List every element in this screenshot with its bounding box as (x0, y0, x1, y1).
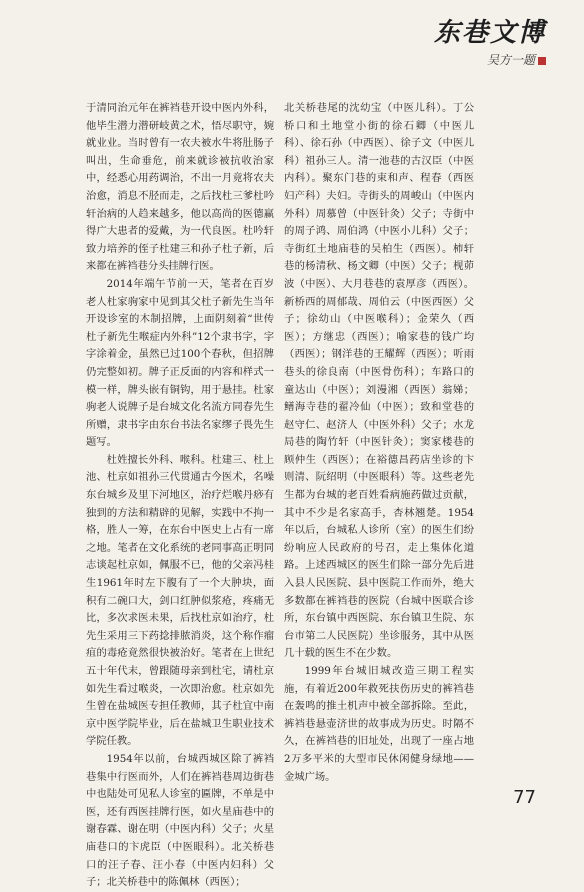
column-title: 东巷文博 (433, 18, 546, 48)
seal-icon (538, 57, 546, 65)
paragraph: 1999年台城旧城改造三期工程实施，有着近200年救死扶伤历史的裤裆巷在轰鸣的推土机声中被全部拆除。至此，裤裆巷悬壶济世的故事成为历史。时隔不久，在裤裆巷的旧址处，出现了一座占地2万多平米的大型市民休闲健身绿地——金城广场。 (284, 665, 474, 783)
paragraph: 杜姓擅长外科、喉科。杜建三、杜上池、杜京如祖孙三代贯通古今医术，名噪东台城乡及里下河地区，治疗烂喉丹痧有独到的方法和精辟的见解，实践中不拘一格，胜人一筹，在东台中医史上占有一席之地。笔者在文化系统的老同事高正明同志谈起杜京如，佩服不已，他的父亲冯桂生1961年时左下腹有了一个大肿块，面积有二碗口大，剑口红肿似浆疮，疼痛无比，多次求医未果，后找杜京如治疗，杜先生采用三下药捻排脓消炎，这个称作瘤疽的毒疮竟然很快被治好。笔者在上世纪五十年代末，曾跟随母亲到杜宅，请杜京如先生看过喉炎，一次即治愈。杜京如先生曾在盐城医专担任教师，其子杜宜中南京中医学院毕业，后在盐城卫生职业技术学院任教。 (86, 453, 274, 748)
paragraph: 2014年端午节前一天，笔者在百岁老人杜家驹家中见到其父杜子新先生当年开设诊室的木制招牌，上面阴刻着“世传杜子新先生喉症内外科”12个隶书字，字字涂着金，虽然已过100个春秋，但招牌仍完整如初。牌子正反面的内容和样式一模一样，牌头嵌有铜钩，用于悬挂。杜家驹老人说牌子是台城文化名流方同春先生所赠，隶书字由东台书法名家缪子畏先生题写。 (86, 277, 274, 449)
page-number: 77 (513, 787, 536, 808)
paragraph: 北关桥巷尾的沈幼宝（中医儿科）。丁公桥口和土地堂小街的徐石卿（中医儿科）、徐石孙（中西医）、徐子文（中医儿科）祖孙三人。清一池巷的古汉臣（中医内科）。聚东门巷的束和声、程春（西医妇产科）夫妇。寺街头的周峻山（中医内外科）周慕曾（中医针灸）父子；寺街中的周子鸿、周伯鸿（中医小儿科）父子；寺街红土地庙巷的吴柏生（西医）。柿轩巷的杨清秋、杨文卿（中医）父子；枧茆波（中医）、大月巷巷的袁厚彦（西医）。新桥西的周郁哉、周伯云（中医西医）父子；徐幼山（中医喉科）；金荣久（西医）；方继忠（西医）；喻家巷的钱广均（西医）；钢洋巷的王耀辉（西医）；听雨巷头的徐良南（中医骨伤科）；车路口的童达山（中医）；刘漫湘（西医）翁娣；鳝海寺巷的翟冷仙（中医）；致和堂巷的赵守仁、赵济人（中医外科）父子；水龙局巷的陶竹轩（中医针灸）；窦家楼巷的顾仲生（西医）；在裕德昌药店坐诊的卞则清、阮绍明（中医眼科）等。这些老先生都为台城的老百姓看病施药做过贡献，其中不少是名家高手，杏林翘楚。1954年以后，台城私人诊所（室）的医生们纷纷响应人民政府的号召，走上集体化道路。上述西城区的医生们除一部分先后进入县人民医院、县中医院工作而外，绝大多数都在裤裆巷的医院（台城中医联合诊所，东台镇中西医院、东台镇卫生院、东台市第二人民医院）坐诊服务，其中从医几十载的医生不在少数。 (284, 102, 474, 660)
page-header (434, 12, 546, 68)
paragraph: 于清同治元年在裤裆巷开设中医内外科，他毕生潜力潜研岐黄之术，悟尽职守，婉就业业。当时曾有一农夫被水牛将肚肠子叫出，生命垂危，前来就诊被抗收治家中，经悉心用药调治，不出一月竟将农夫治愈，消息不胫而走，之后找杜三爹杜吟轩治病的人趋来越多，他以高尚的医德赢得广大患者的爱戴，为一代良医。杜吟轩致力培养的侄子杜建三和孙子杜子新，后来都在裤裆巷分头挂牌行医。 (86, 102, 274, 273)
calligraphy-signature (434, 51, 546, 68)
right-column (284, 100, 474, 800)
left-column (86, 100, 274, 889)
paragraph: 1954年以前，台城西城区除了裤裆巷集中行医而外，人们在裤裆巷周边街巷中也陆处可见私人诊室的匾牌，不单是中医，还有西医挂牌行医，如火星庙巷中的谢春霖、谢在明（中医内科）父子；火星庙巷口的卞虎臣（中医眼科）。北关桥巷口的汪子春、汪小春（中医内妇科）父子；北关桥巷中的陈佩林（西医）； (86, 752, 274, 889)
signature-text: 吴方一题 (486, 53, 535, 67)
